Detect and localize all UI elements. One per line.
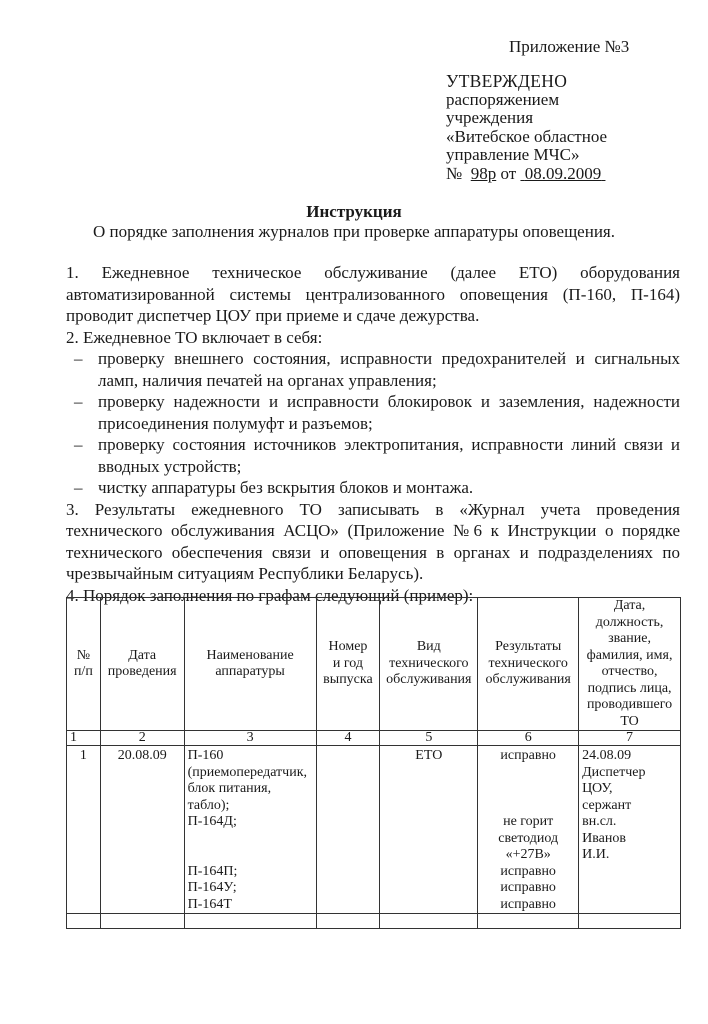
row-equipment: П-160 (приемопередатчик, блок питания, табло); П-164Д; П-164П; П-164У; П-164Т [184,746,316,914]
paragraph-2: 2. Ежедневное ТО включает в себя: [66,327,323,347]
column-number: 7 [579,731,681,746]
paragraph-1-line: 1. Ежедневное техническое обслуживание (далее ЕТО) оборудования [66,263,680,282]
row-results: исправно не горит светодиод «+27В» исправно исправно исправно [478,746,579,914]
date-prefix: от [500,163,517,183]
column-number: 5 [380,731,478,746]
row-serial-year [316,746,380,914]
bullet-item: – проверку внешнего состояния, исправности предохранителей и сигнальных ламп, наличия печатей на органах управления; [74,349,680,390]
number-prefix: № [446,163,463,183]
row-service-type: ЕТО [380,746,478,914]
row-date: 20.08.09 [100,746,184,914]
table-row [67,746,681,914]
row-number: 1 [67,746,101,914]
column-number: 3 [184,731,316,746]
column-number-row [67,731,681,746]
header-cell: № п/п [67,598,101,731]
column-number: 4 [316,731,380,746]
bullet-item: – проверку надежности и исправности блокировок и заземления, надежности присоединения полумуфт и разъемов; [74,392,680,433]
approval-line: управление МЧС» [446,145,580,164]
empty-cell [316,914,380,929]
header-cell: Наименование аппаратуры [184,598,316,731]
row-signature: 24.08.09 Диспетчер ЦОУ, сержант вн.сл. Иванов И.И. [579,746,681,914]
column-number: 2 [100,731,184,746]
column-number: 6 [478,731,579,746]
header-cell: Вид технического обслуживания [380,598,478,731]
table-header-row [67,598,681,731]
empty-cell [579,914,681,929]
empty-cell [478,914,579,929]
appendix-label: Приложение №3 [509,37,630,56]
journal-table [66,597,681,929]
empty-cell [100,914,184,929]
paragraph-1-line: проводит диспетчер ЦОУ при приеме и сдаче дежурства. [66,306,480,325]
paragraph-1-line: автоматизированной системы централизованного оповещения (П-160, П-164) [66,284,680,304]
empty-cell [380,914,478,929]
approval-line: распоряжением [446,89,560,109]
order-number: 98р [470,163,497,183]
column-number: 1 [67,731,101,746]
approval-stamp [446,72,607,183]
order-date: 08.09.2009 [524,163,602,183]
bullet-item: – проверку состояния источников электропитания, исправности линий связи и вводных устройств; [74,435,680,476]
paragraph-4: 4. Порядок заполнения по графам следующий (пример): [66,585,474,605]
empty-cell [184,914,316,929]
document-subtitle: О порядке заполнения журналов при проверке аппаратуры оповещения. [93,222,615,241]
order-number-line [446,165,607,184]
paragraph-3: 3. Результаты ежедневного ТО записывать в «Журнал учета проведения технического обслуживания АСЦО» (Приложение №6 к Инструкции о порядке технического обеспечения связи и оповещения в органах и подразделениях по чрезвычайным ситуациям Республики Беларусь). [66,499,680,583]
bullet-item: – чистку аппаратуры без вскрытия блоков и монтажа. [74,478,474,497]
empty-table-row [67,914,681,929]
approval-line: «Витебское областное [446,126,608,146]
approval-heading: УТВЕРЖДЕНО [446,71,568,91]
header-cell: Номер и год выпуска [316,598,380,731]
header-cell: Дата, должность, звание, фамилия, имя, отчество, подпись лица, проводившего ТО [579,598,681,731]
document-title: Инструкция [306,202,402,221]
document-body [66,262,680,606]
header-cell: Дата проведения [100,598,184,731]
approval-line: учреждения [446,108,534,127]
empty-cell [67,914,101,929]
header-cell: Результаты технического обслуживания [478,598,579,731]
